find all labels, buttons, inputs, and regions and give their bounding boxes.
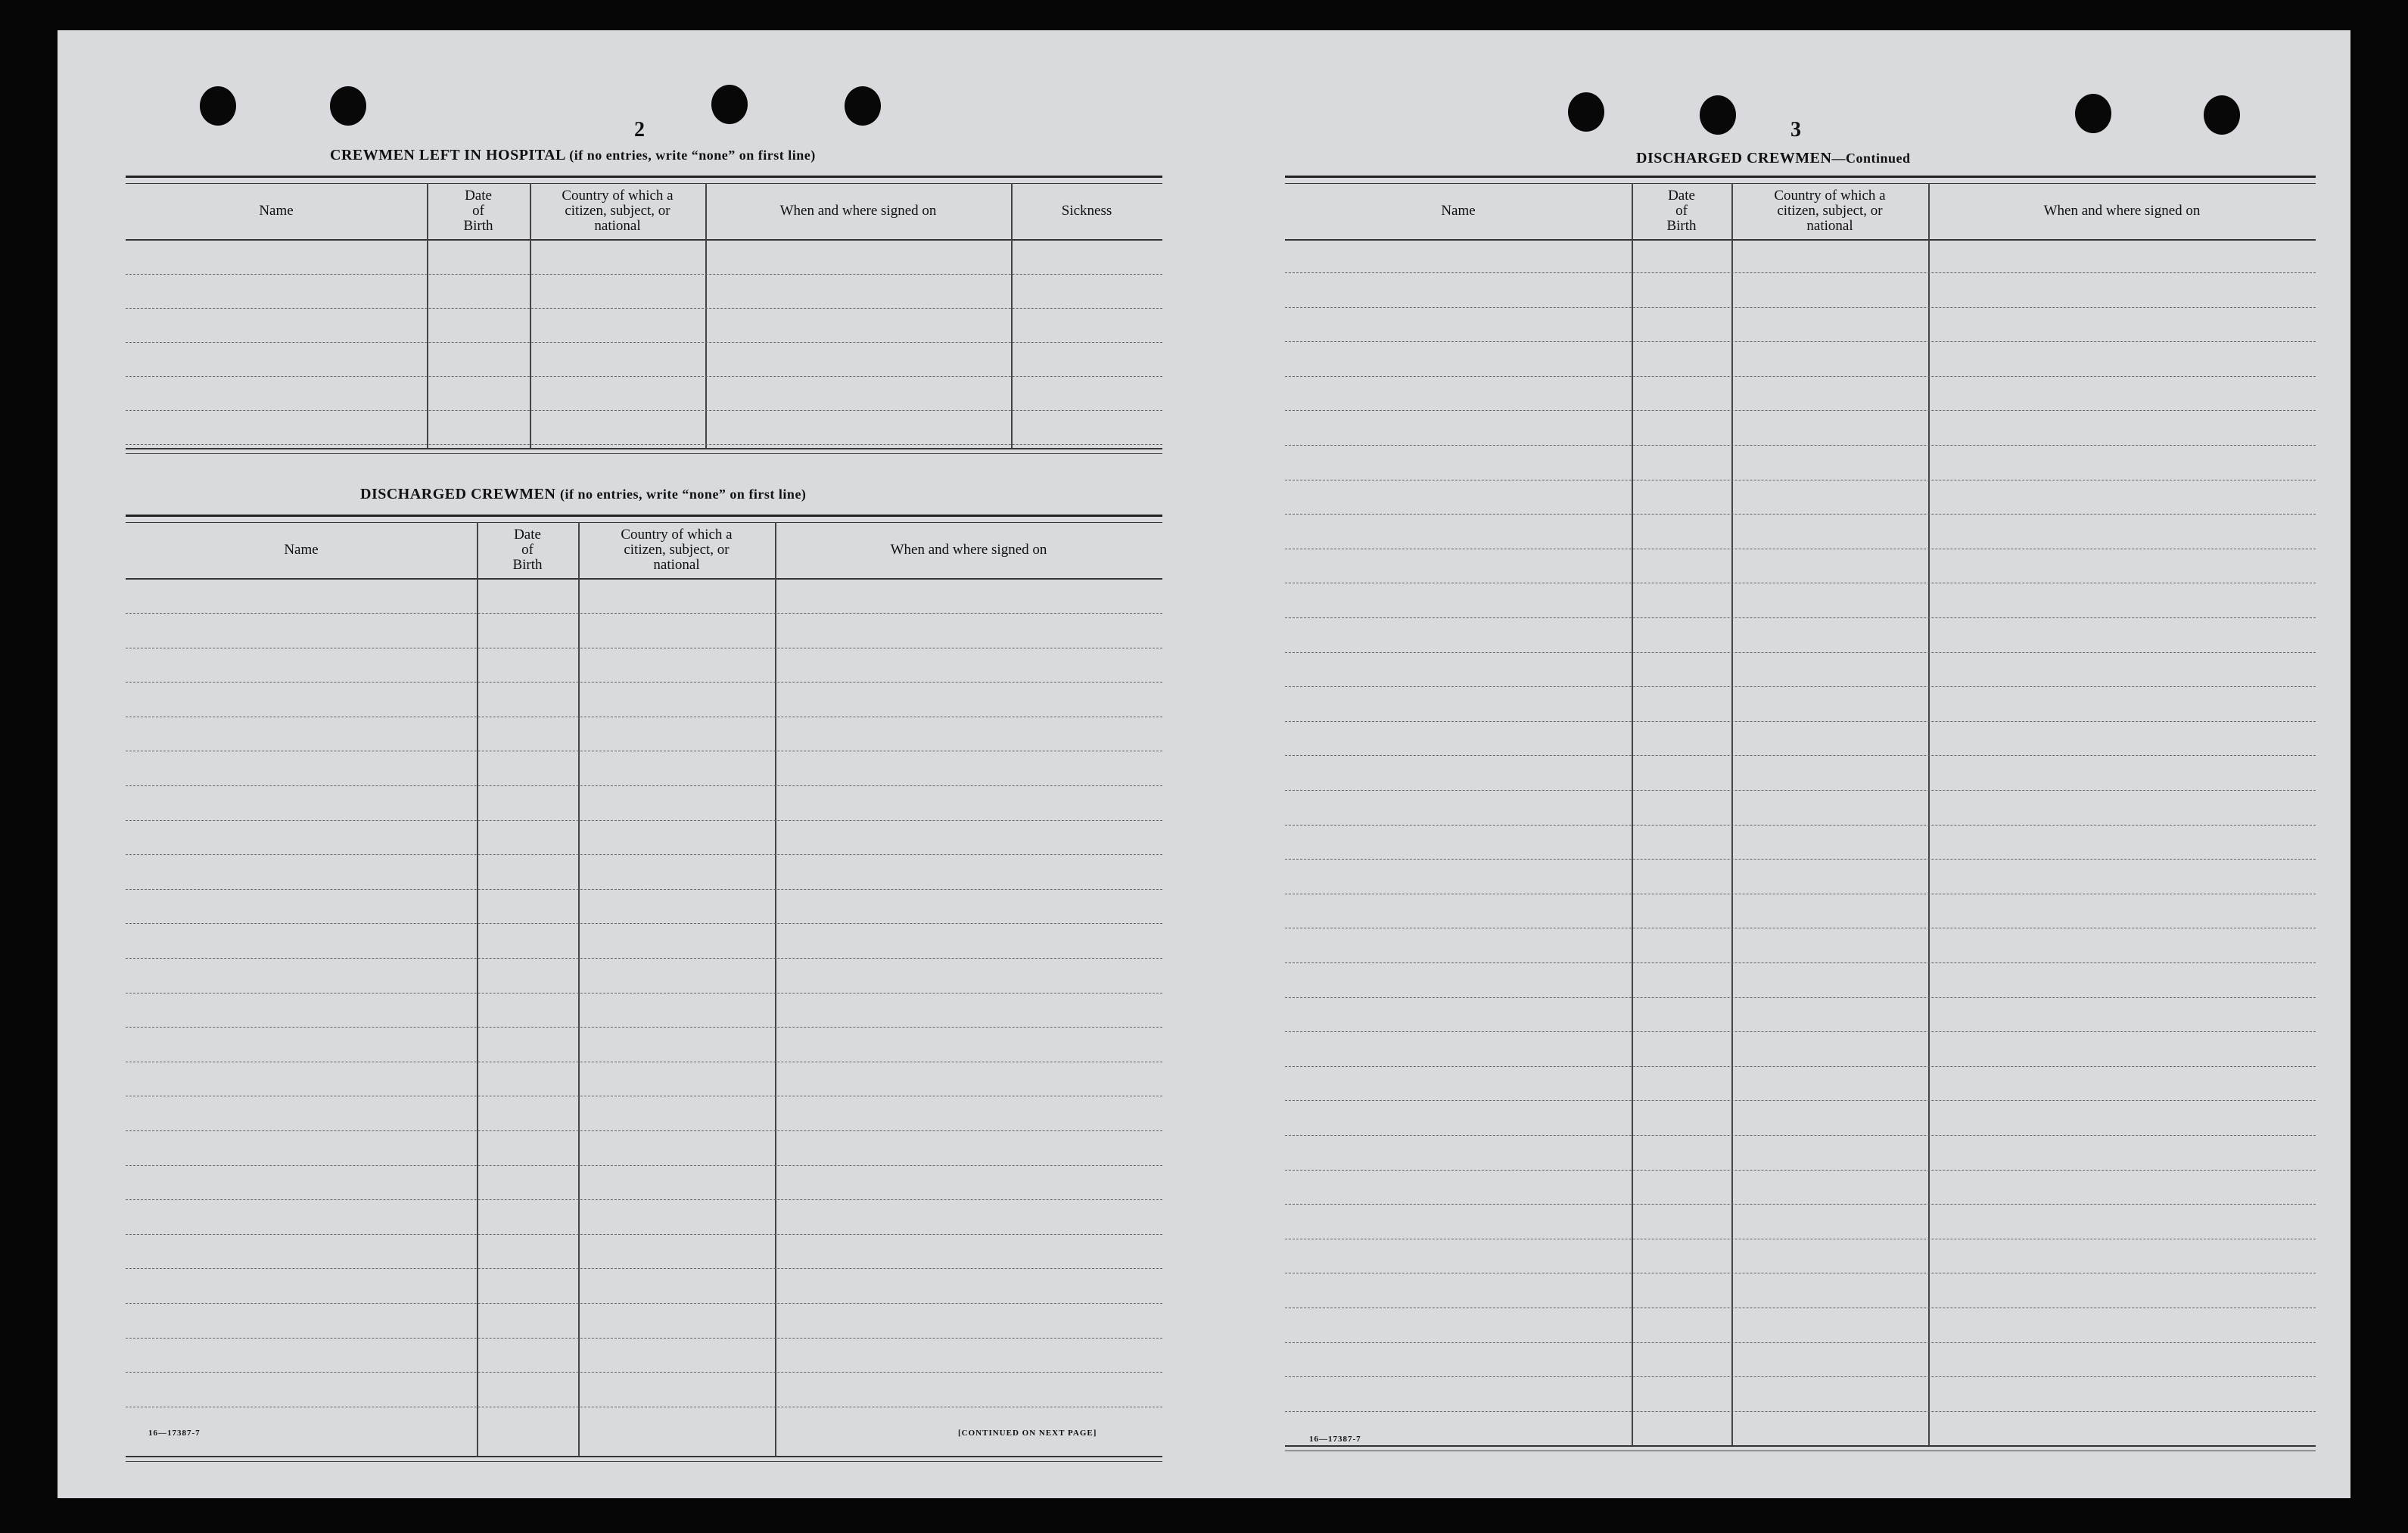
entry-row-line <box>126 342 1162 343</box>
column-header-date-of-birth: Date of Birth <box>463 188 493 234</box>
entry-row-line <box>126 1027 1162 1028</box>
table-bottom-rule <box>126 1456 1162 1462</box>
punch-hole <box>711 85 748 124</box>
entry-row-line <box>1285 1376 2316 1377</box>
section-title-text: DISCHARGED CREWMEN <box>1636 150 1832 166</box>
entry-row-line <box>1285 825 2316 826</box>
entry-row-line <box>1285 617 2316 618</box>
entry-row-line <box>1285 1342 2316 1343</box>
entry-row-line <box>1285 1135 2316 1136</box>
entry-row-line <box>1285 997 2316 998</box>
crew-list-form-sheet <box>58 30 2350 1498</box>
entry-row-line <box>126 410 1162 411</box>
punch-hole <box>845 86 881 126</box>
entry-row-line <box>1285 341 2316 342</box>
entry-row-line <box>126 444 1162 445</box>
entry-row-line <box>1285 1066 2316 1067</box>
entry-row-line <box>1285 272 2316 273</box>
entry-row-line <box>126 1338 1162 1339</box>
entry-row-line <box>1285 1204 2316 1205</box>
column-header-signed-on: When and where signed on <box>779 203 937 219</box>
entry-row-line <box>126 682 1162 683</box>
discharged-table <box>126 515 1162 1462</box>
entry-row-line <box>1285 859 2316 860</box>
column-header-signed-on: When and where signed on <box>2043 203 2201 219</box>
entry-row-line <box>126 1234 1162 1235</box>
entry-row-line <box>126 958 1162 959</box>
continued-note: [CONTINUED ON NEXT PAGE] <box>958 1429 1097 1438</box>
entry-row-line <box>126 854 1162 855</box>
hospital-table <box>126 176 1162 456</box>
header-rule <box>126 239 1162 241</box>
entry-row-line <box>1285 514 2316 515</box>
section-title-text: CREWMEN LEFT IN HOSPITAL <box>330 147 565 163</box>
column-divider <box>1632 183 1633 1445</box>
punch-hole <box>1568 92 1604 132</box>
column-divider <box>1011 183 1013 448</box>
entry-row-line <box>1285 790 2316 791</box>
entry-row-line <box>126 1199 1162 1200</box>
column-divider <box>477 522 478 1456</box>
entry-row-line <box>126 1165 1162 1166</box>
entry-row-line <box>1285 410 2316 411</box>
column-divider <box>775 522 776 1456</box>
column-header-signed-on: When and where signed on <box>890 542 1047 558</box>
entry-row-line <box>1285 721 2316 722</box>
entry-row-line <box>1285 1031 2316 1032</box>
punch-hole <box>2204 95 2240 135</box>
column-header-country: Country of which a citizen, subject, or national <box>621 527 733 573</box>
column-header-sickness: Sickness <box>1061 203 1112 219</box>
table-bottom-rule <box>126 448 1162 454</box>
entry-row-line <box>126 1130 1162 1131</box>
entry-row-line <box>126 308 1162 309</box>
entry-row-line <box>1285 1170 2316 1171</box>
form-code: 16—17387-7 <box>1309 1435 1361 1444</box>
section-note: (if no entries, write “none” on first line) <box>569 148 816 163</box>
discharged-continued-table <box>1285 176 2316 1451</box>
entry-row-line <box>1285 307 2316 308</box>
column-divider <box>1731 183 1733 1445</box>
section-title-text: DISCHARGED CREWMEN <box>360 486 556 502</box>
entry-row-line <box>126 1372 1162 1373</box>
entry-row-line <box>126 820 1162 821</box>
column-header-country: Country of which a citizen, subject, or national <box>1774 188 1886 234</box>
column-divider <box>705 183 707 448</box>
section-title-discharged-continued <box>1636 150 1911 167</box>
column-header-country: Country of which a citizen, subject, or national <box>562 188 674 234</box>
punch-hole <box>2075 94 2111 133</box>
entry-row-line <box>1285 1411 2316 1412</box>
section-note: (if no entries, write “none” on first line) <box>559 487 807 502</box>
column-header-name: Name <box>1441 203 1476 219</box>
entry-row-line <box>126 785 1162 786</box>
header-rule <box>126 578 1162 580</box>
entry-row-line <box>126 376 1162 377</box>
column-divider <box>578 522 580 1456</box>
column-header-date-of-birth: Date of Birth <box>1666 188 1697 234</box>
entry-row-line <box>126 274 1162 275</box>
section-title-hospital <box>330 147 816 164</box>
entry-row-line <box>126 613 1162 614</box>
form-code: 16—17387-7 <box>148 1429 201 1438</box>
entry-row-line <box>126 1303 1162 1304</box>
entry-row-line <box>1285 445 2316 446</box>
section-title-discharged <box>360 486 806 503</box>
entry-row-line <box>126 889 1162 890</box>
entry-row-line <box>126 1268 1162 1269</box>
entry-row-line <box>1285 652 2316 653</box>
column-divider <box>530 183 531 448</box>
column-divider <box>427 183 428 448</box>
entry-row-line <box>1285 755 2316 756</box>
punch-hole <box>200 86 236 126</box>
entry-row-line <box>1285 686 2316 687</box>
entry-row-line <box>126 923 1162 924</box>
page-number: 3 <box>1790 118 1801 141</box>
column-divider <box>1928 183 1930 1445</box>
column-header-date-of-birth: Date of Birth <box>512 527 543 573</box>
column-header-name: Name <box>284 542 319 558</box>
entry-row-line <box>1285 376 2316 377</box>
header-rule <box>1285 239 2316 241</box>
entry-row-line <box>1285 1100 2316 1101</box>
punch-hole <box>330 86 366 126</box>
table-bottom-rule <box>1285 1445 2316 1451</box>
page-number: 2 <box>634 118 645 141</box>
entry-row-line <box>1285 962 2316 963</box>
punch-hole <box>1700 95 1736 135</box>
column-header-name: Name <box>259 203 294 219</box>
continued-label: —Continued <box>1831 151 1911 166</box>
